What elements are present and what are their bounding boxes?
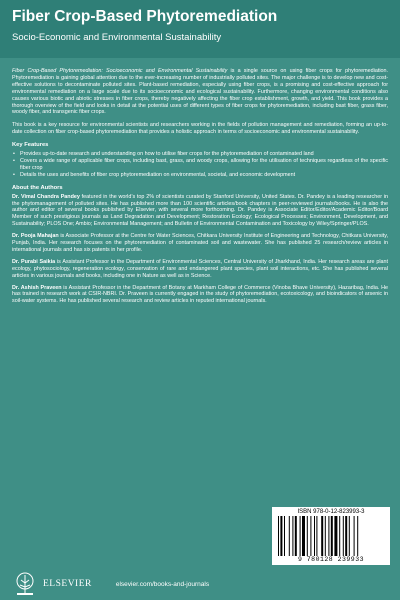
author-bio: [12, 285, 388, 306]
about-authors-heading: About the Authors: [12, 184, 63, 191]
intro-text: is a single source on using fiber crops for phytoremediation. Phytoremediation is gaining global attention due to the ever-increasing number of industrially polluted sites. The major challenge is to develop new and cost-effective solutions to decontaminate polluted sites. Plant-based remediation, especially using fiber crops, is a promising and cost-effective approach for environmental remediation on a large scale due to its socioeconomic and ecological sustainability. Furthermore, changing environmental conditions also causes various biotic and abiotic stresses in fiber crops, thereby negatively affecting the fiber crop establishment, growth, and yield. This book provides a thorough overview of the field and looks in detail at the potential uses of different types of fiber crops for phytoremediation, including bast fiber, grass fiber, woody fiber, and transgenic fiber crops.: [12, 68, 389, 116]
author-name: Dr. Ashish Praveen: [12, 284, 62, 291]
back-cover-text: [12, 68, 388, 310]
barcode-number: 9 780128 239933: [297, 556, 364, 563]
feature-item: • Covers a wide range of applicable fiber crops, including bast, grass, and woody crops, allowing for the utilisation of techniques regardless of the specific fiber crop: [12, 158, 388, 172]
author-bio: [12, 259, 388, 280]
elsevier-tree-logo-icon: [12, 571, 38, 597]
author-bio-text: is Assistant Professor in the Department of Botany at Markham College of Commerce (Vinoba Bhave University), Hazaribag, India. He has trained in research work at CSIR-NBRI. Dr. Praveen is currently engaged in the study of phytoremediation, ecotoxicology, and bioindicators of arsenic in soil-water systems. He has published several research and review articles in reputed international journals.: [12, 284, 389, 305]
author-name: Dr. Pooja Mahajan: [12, 233, 59, 240]
author-bio-text: is Associate Professor at the Centre for Water Sciences, Chitkara University Institute of Engineering and Technology, Chitkara University, Punjab, India. Her research focuses on the phytoremediation of contaminated soil and wastewater. She has published 25 research/review articles in international journals and has six patents in her profile.: [12, 233, 389, 253]
intro-paragraph: [12, 68, 388, 116]
author-bio-text: is Assistant Professor in the Department of Environmental Sciences, Central University of Jharkhand, India. Her research areas are plant ecology, phytosociology, regeneration ecology, conservation of rare and endangered plant species, plant soil interactions, etc. She has published several articles in various journals and books, including one in Nature as well as in Science.: [12, 258, 389, 279]
key-features-list: [12, 151, 388, 179]
feature-item: • Provides up-to-date research and understanding on how to utilise fiber crops for the phytoremediation of contaminated land: [12, 151, 388, 158]
intro-book-title: Fiber Crop-Based Phytoremediation: Socioeconomic and Environmental Sustainability: [12, 68, 228, 74]
author-name: Dr. Vimal Chandra Pandey: [12, 193, 80, 200]
author-bio-text: featured in the world’s top 2% of scientists curated by Stanford University, United States. Dr. Pandey is a leading researcher in the phytomanagement of polluted sites. He has published more than 100 scientific articles/book chapters in peer-reviewed journals/books. He is also the author and editor of several books published by Elsevier, with several more forthcoming. Dr. Pandey is Associate Editor/Editor/Academic Editor/Board Member of such prestigious journals as Land Degradation and Development; Restoration Ecology; Ecological Processes; Environment, Development, and Sustainability; PLOS One; Ambio; Environmental Management; and Bulletin of Environmental Contamination and Toxicology by Wiley/Springer/PLOS.: [12, 193, 388, 228]
feature-item: • Details the uses and benefits of fiber crop phytoremediation on environmental, societal, and economic development: [12, 172, 388, 179]
author-name: Dr. Purabi Saikia: [12, 258, 56, 265]
isbn-label: ISBN 978-0-12-823993-3: [297, 509, 365, 515]
barcode-image: [276, 516, 386, 556]
author-bio: [12, 233, 388, 254]
book-subtitle: Socio-Economic and Environmental Sustainability: [12, 32, 222, 43]
cover-footer: [0, 568, 400, 600]
key-features-heading: Key Features: [12, 142, 49, 149]
cover-header: [0, 0, 400, 58]
resource-paragraph: This book is a key resource for environmental scientists and researchers working in the fields of pollution management and remediation, forming an up-to-date collection on fiber crop-based phytoremediation that provides a holistic approach in terms of socioeconomic and environmental sustainability.: [12, 122, 388, 136]
publisher-url[interactable]: elsevier.com/books-and-journals: [115, 580, 210, 588]
book-title: Fiber Crop-Based Phytoremediation: [12, 8, 278, 25]
barcode-block: [272, 507, 390, 565]
author-bio: [12, 194, 388, 229]
publisher-name: ELSEVIER: [43, 579, 92, 589]
